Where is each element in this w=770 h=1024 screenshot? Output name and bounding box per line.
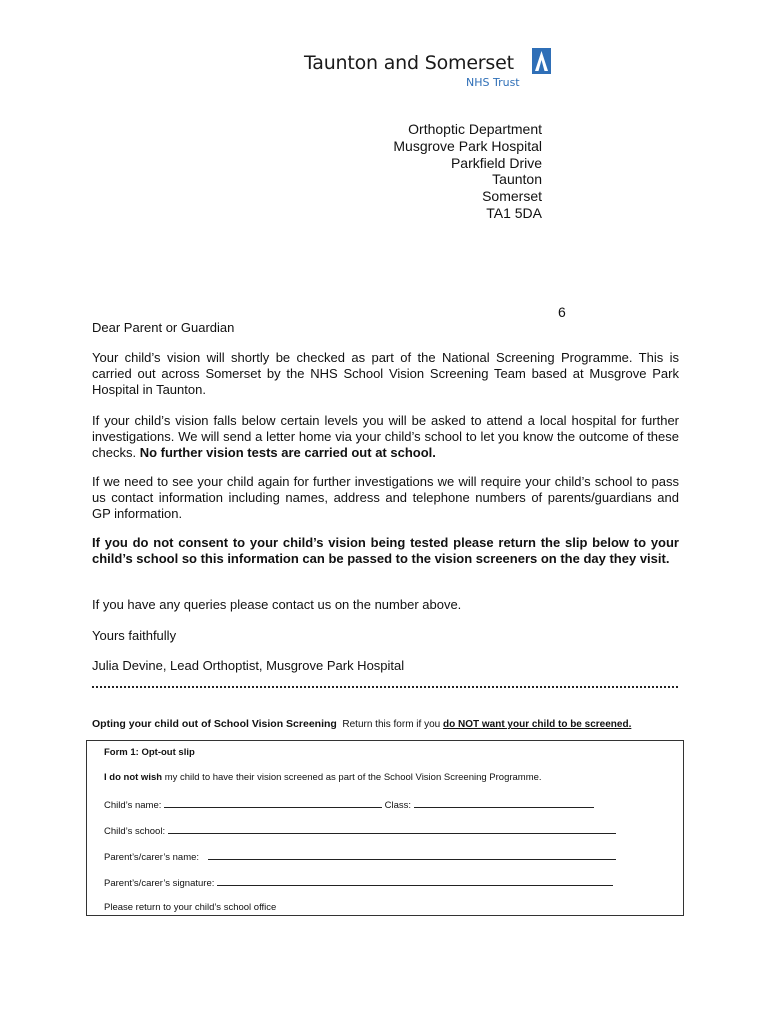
childs-name-row [104, 798, 594, 811]
paragraph-contact-information: If we need to see your child again for further investigations we will require your child’s school to pass us contact information including names, address and telephone numbers of parents/guardians and GP information. [92, 474, 679, 521]
paragraph-emphasis: No further vision tests are carried out at school. [139, 445, 436, 460]
parent-signature-label: Parent’s/carer’s signature: [104, 878, 215, 889]
paragraph-queries: If you have any queries please contact us on the number above. [92, 597, 462, 612]
parent-signature-field[interactable] [217, 876, 613, 886]
optout-instruction: Return this form if you [342, 719, 441, 730]
parent-signature-row [104, 876, 613, 889]
childs-name-label: Child’s name: [104, 800, 162, 811]
class-label: Class: [384, 800, 412, 811]
return-note: Please return to your child’s school office [104, 902, 277, 913]
form-title: Form 1: Opt-out slip [104, 747, 195, 758]
parent-name-row [104, 850, 616, 863]
childs-school-field[interactable] [168, 824, 616, 834]
trust-logo [300, 48, 560, 92]
department-address [393, 121, 542, 222]
address-line: Orthoptic Department [408, 121, 542, 137]
closing: Yours faithfully [92, 628, 177, 643]
form-statement-text: my child to have their vision screened as part of the School Vision Screening Programme. [162, 772, 542, 783]
childs-school-label: Child’s school: [104, 826, 166, 837]
address-line: Somerset [482, 188, 542, 205]
parent-name-field[interactable] [208, 850, 616, 860]
childs-name-field[interactable] [164, 798, 382, 808]
optout-instructions [92, 718, 631, 730]
optout-emphasis: do NOT want your child to be screened. [442, 719, 632, 730]
paragraph-vision-levels [92, 413, 679, 461]
address-line: TA1 5DA [486, 204, 542, 221]
address-line: Musgrove Park Hospital [393, 137, 542, 154]
paragraph-consent-notice: If you do not consent to your child’s vision being tested please return the slip below to your child’s school so this information can be passed to the vision screeners on the day they visit. [92, 535, 679, 566]
paragraph-screening-intro: Your child’s vision will shortly be checked as part of the National Screening Programme. This is carried out across Somerset by the NHS School Vision Screening Team based at Musgrove Park Hospital in Taunton. [92, 350, 679, 397]
paragraph-text: If your child’s vision falls below certain levels you will be asked to attend a local hospital for further investigations. We will send a letter home via your child’s school to let you know the outcome of these checks. [92, 413, 679, 460]
optout-heading: Opting your child out of School Vision Screening [92, 718, 337, 730]
address-line: Parkfield Drive [450, 154, 542, 171]
class-field[interactable] [414, 798, 594, 808]
nhs-logo-icon [532, 48, 551, 74]
salutation: Dear Parent or Guardian [92, 320, 235, 335]
logo-name: Taunton and Somerset [304, 52, 514, 74]
parent-name-label: Parent’s/carer’s name: [104, 852, 200, 863]
opt-out-form [86, 740, 684, 916]
date-number: 6 [558, 304, 566, 320]
form-statement [104, 772, 542, 783]
childs-school-row [104, 824, 616, 837]
tear-off-line [92, 686, 678, 688]
address-line: Taunton [492, 171, 542, 188]
form-statement-bold: I do not wish [104, 772, 163, 783]
signature: Julia Devine, Lead Orthoptist, Musgrove Park Hospital [92, 658, 405, 673]
logo-subtitle: NHS Trust [466, 76, 520, 89]
